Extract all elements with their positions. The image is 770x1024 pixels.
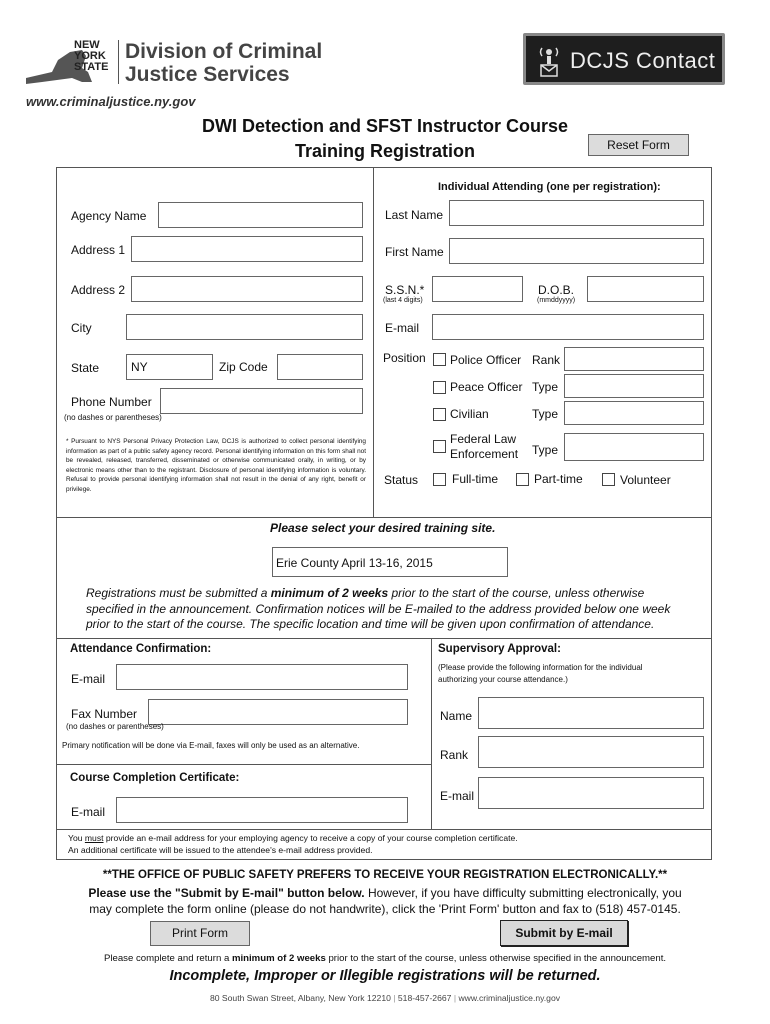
site-notice-pre: Registrations must be submitted a <box>86 586 271 600</box>
prefers-electronic-notice: **THE OFFICE OF PUBLIC SAFETY PREFERS TO RECEIVE YOUR REGISTRATION ELECTRONICALLY.** <box>102 869 668 881</box>
certificate-note <box>68 832 518 856</box>
footer-web[interactable]: www.criminaljustice.ny.gov <box>458 993 561 1003</box>
state-field[interactable]: NY <box>126 354 213 380</box>
footer-address: 80 South Swan Street, Albany, New York 12210 <box>209 993 391 1003</box>
peace-officer-checkbox[interactable] <box>433 381 446 394</box>
certificate-note-must: must <box>84 833 104 843</box>
fax-note: (no dashes or parentheses) <box>66 722 164 731</box>
contact-icon <box>536 44 562 78</box>
agency-line1: Division of Criminal <box>125 40 323 63</box>
phone-label: Phone Number <box>71 395 152 409</box>
submit-bold: Please use the "Submit by E-mail" button below. <box>88 886 365 900</box>
training-site-select[interactable]: Erie County April 13-16, 2015 <box>272 547 508 577</box>
dob-label: D.O.B. <box>538 283 575 297</box>
federal-line1: Federal Law <box>450 432 517 446</box>
reset-form-button[interactable]: Reset Form <box>588 134 689 156</box>
ssn-label: S.S.N.* <box>385 283 425 297</box>
site-notice-post: prior to the start of the course, unless otherwise <box>388 586 645 600</box>
status-label: Status <box>384 473 419 487</box>
part-time-label: Part-time <box>534 472 583 486</box>
submit-line2: may complete the form online (please do not handwrite), click the 'Print Form' button and fax to (518) 457-0145. <box>89 902 681 916</box>
agency-name-logo <box>125 40 322 86</box>
footer-phone: 518-457-2667 <box>397 993 452 1003</box>
fax-label: Fax Number <box>71 707 138 721</box>
supervisor-rank-field[interactable] <box>478 736 704 768</box>
volunteer-label: Volunteer <box>620 473 671 487</box>
civilian-checkbox[interactable] <box>433 408 446 421</box>
federal-label <box>450 432 518 462</box>
dob-field[interactable] <box>587 276 704 302</box>
certificate-heading: Course Completion Certificate: <box>70 772 240 784</box>
website-link[interactable]: www.criminaljustice.ny.gov <box>26 94 196 109</box>
site-notice <box>86 586 670 633</box>
peace-type-field[interactable] <box>564 374 704 398</box>
full-time-checkbox[interactable] <box>433 473 446 486</box>
supervisor-email-label: E-mail <box>440 789 475 803</box>
supervisor-name-field[interactable] <box>478 697 704 729</box>
city-label: City <box>71 321 92 335</box>
zip-label: Zip Code <box>219 360 268 374</box>
first-name-field[interactable] <box>449 238 704 264</box>
address2-label: Address 2 <box>71 283 126 297</box>
primary-notification-note: Primary notification will be done via E-mail, faxes will only be used as an alternative. <box>62 741 360 750</box>
submit-rest: However, if you have difficulty submitting electronically, you <box>364 886 682 900</box>
supervisory-note-line1: (Please provide the following information for the individual <box>438 663 643 672</box>
certificate-note-line2: An additional certificate will be issued to the attendee's e-mail address provided. <box>68 845 373 855</box>
supervisor-email-field[interactable] <box>478 777 704 809</box>
print-form-button[interactable]: Print Form <box>150 921 250 946</box>
return-bold: minimum of 2 weeks <box>231 953 326 964</box>
part-time-checkbox[interactable] <box>516 473 529 486</box>
first-name-label: First Name <box>385 245 444 259</box>
certificate-note-pre: You <box>68 833 85 843</box>
individual-email-label: E-mail <box>385 321 420 335</box>
federal-checkbox[interactable] <box>433 440 446 453</box>
incomplete-warning: Incomplete, Improper or Illegible registrations will be returned. <box>169 968 601 984</box>
zip-field[interactable] <box>277 354 363 380</box>
site-notice-bold: minimum of 2 weeks <box>270 586 389 600</box>
city-field[interactable] <box>126 314 363 340</box>
civilian-type-label: Type <box>532 407 559 421</box>
federal-type-label: Type <box>532 443 559 457</box>
agency-name-label: Agency Name <box>71 209 147 223</box>
form-title-line1: DWI Detection and SFST Instructor Course <box>201 116 569 136</box>
site-heading: Please select your desired training site. <box>270 521 496 535</box>
address2-field[interactable] <box>131 276 363 302</box>
police-rank-field[interactable] <box>564 347 704 371</box>
supervisory-note-line2: authorizing your course attendance.) <box>438 675 568 684</box>
supervisory-heading: Supervisory Approval: <box>438 643 561 655</box>
police-rank-label: Rank <box>532 353 561 367</box>
attendance-email-label: E-mail <box>71 672 106 686</box>
certificate-note-post: provide an e-mail address for your employing agency to receive a copy of your course completion certificate. <box>103 833 518 843</box>
supervisor-name-label: Name <box>440 709 473 723</box>
attendance-email-field[interactable] <box>116 664 408 690</box>
return-notice <box>0 953 770 964</box>
volunteer-checkbox[interactable] <box>602 473 615 486</box>
peace-officer-label: Peace Officer <box>450 380 523 394</box>
civilian-label: Civilian <box>450 407 489 421</box>
police-officer-label: Police Officer <box>450 353 522 367</box>
supervisory-note <box>438 662 643 686</box>
civilian-type-field[interactable] <box>564 401 704 425</box>
certificate-email-label: E-mail <box>71 805 106 819</box>
ssn-field[interactable] <box>432 276 523 302</box>
attendance-heading: Attendance Confirmation: <box>70 643 212 655</box>
police-officer-checkbox[interactable] <box>433 353 446 366</box>
agency-name-field[interactable] <box>158 202 363 228</box>
ssn-note: (last 4 digits) <box>383 297 423 304</box>
contact-label: DCJS Contact <box>570 48 716 73</box>
state-line2: YORK <box>74 50 106 62</box>
agency-line2: Justice Services <box>125 63 290 86</box>
certificate-email-field[interactable] <box>116 797 408 823</box>
dcjs-contact-button[interactable] <box>523 33 725 85</box>
nys-logo <box>22 38 122 90</box>
position-label: Position <box>383 351 426 365</box>
peace-type-label: Type <box>532 380 559 394</box>
address1-label: Address 1 <box>71 243 126 257</box>
privacy-notice: * Pursuant to NYS Personal Privacy Protection Law, DCJS is authorized to collect personal identifying information as part of a public safety agency record. Personal identifying information on this form shall not be revealed, released, transferred, disseminated or otherwise communicated orally, in writing, or by electronic means other than to the registrant. Disclosure of personal identifying information is voluntary. Refusal to provide personal identifying information shall not result in the denial of any right, benefit or privilege. <box>66 438 366 493</box>
state-line1: NEW <box>74 39 100 51</box>
site-notice-line3: prior to the start of the course. The specific location and time will be given upon confirmation of attendance. <box>86 617 655 631</box>
individual-heading: Individual Attending (one per registration): <box>438 181 661 193</box>
submit-instructions <box>0 885 770 917</box>
submit-email-button[interactable]: Submit by E-mail <box>500 920 628 946</box>
return-pre: Please complete and return a <box>103 953 232 964</box>
address1-field[interactable] <box>131 236 363 262</box>
last-name-label: Last Name <box>385 208 444 222</box>
fax-field[interactable] <box>148 699 408 725</box>
state-label: State <box>71 361 100 375</box>
full-time-label: Full-time <box>452 472 499 486</box>
return-post: prior to the start of the course, unless otherwise specified in the announcement. <box>325 953 667 964</box>
supervisor-rank-label: Rank <box>440 748 469 762</box>
last-name-field[interactable] <box>449 200 704 226</box>
federal-type-field[interactable] <box>564 433 704 461</box>
dob-note: (mmddyyyy) <box>537 297 576 304</box>
phone-field[interactable] <box>160 388 363 414</box>
federal-line2: Enforcement <box>450 447 519 461</box>
individual-email-field[interactable] <box>432 314 704 340</box>
footer-contact: 80 South Swan Street, Albany, New York 12210 | 518-457-2667 | www.criminaljustice.ny.gov <box>209 993 561 1003</box>
form-title-line2: Training Registration <box>294 141 476 161</box>
site-notice-line2: specified in the announcement. Confirmation notices will be E-mailed to the address provided below one week <box>86 601 671 616</box>
phone-note: (no dashes or parentheses) <box>64 413 162 422</box>
state-line3: STATE <box>74 61 109 73</box>
